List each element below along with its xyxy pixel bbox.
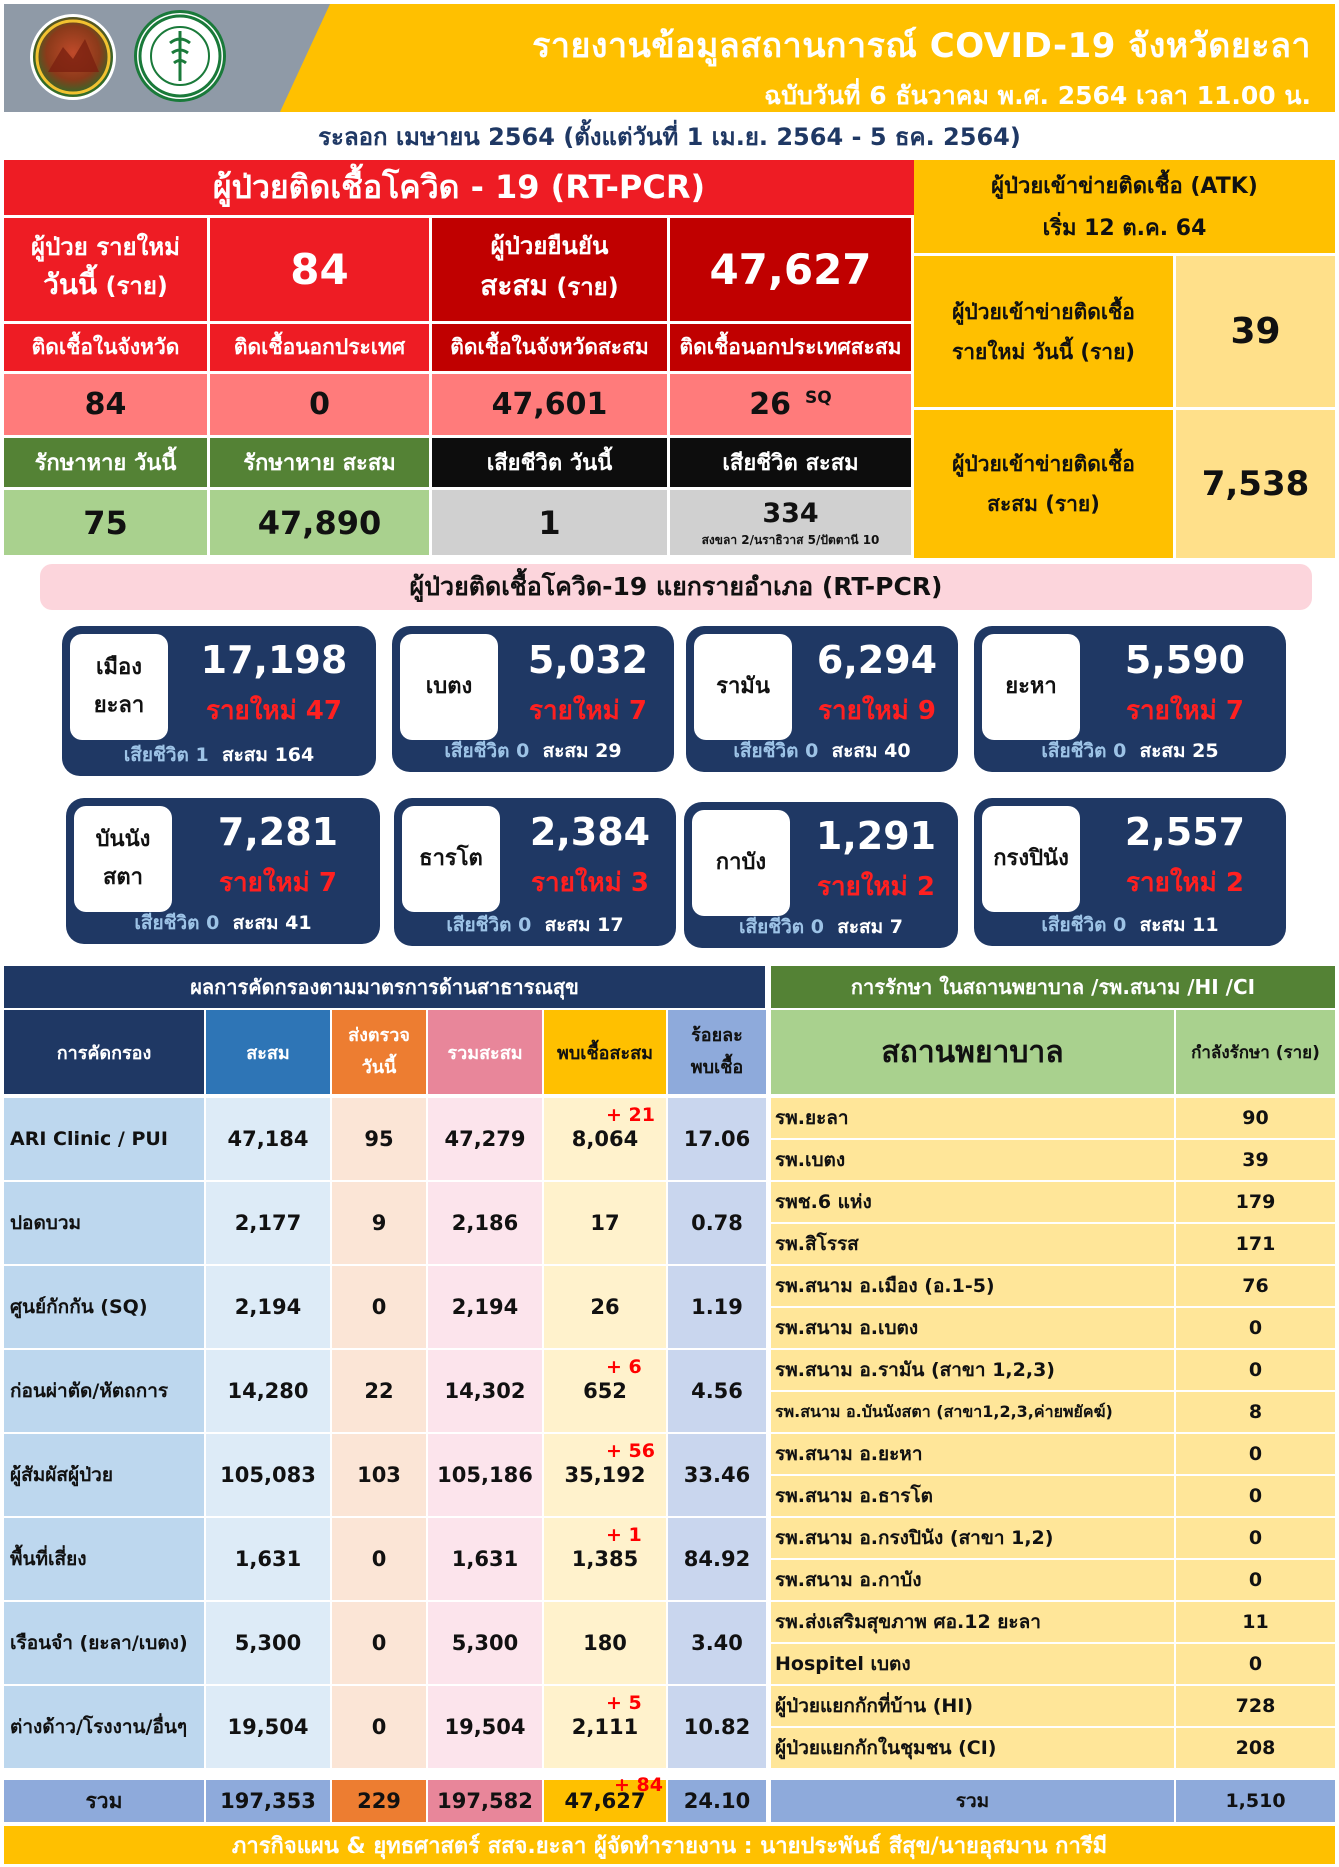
hospitals-header-name: สถานพยาบาล — [771, 1010, 1176, 1096]
screening-found-increase: + 1 — [606, 1524, 642, 1546]
district-deaths: เสียชีวิต 1 สะสม 164 — [123, 744, 315, 766]
screening-cell-total: 47,279 — [428, 1098, 544, 1182]
screening-cell-found: 35,192 — [544, 1434, 668, 1518]
screening-total-name: รวม — [4, 1780, 206, 1824]
hospital-name: ผู้ป่วยแยกกักที่บ้าน (HI) — [771, 1686, 1176, 1728]
screening-cell-pct: 4.56 — [668, 1350, 768, 1434]
district-deaths: เสียชีวิต 0 สะสม 41 — [134, 912, 312, 934]
district-name: กรงปินัง — [982, 806, 1080, 912]
footer-credit: ภารกิจแผน & ยุทธศาสตร์ สสจ.ยะลา ผู้จัดทำรายงาน : นายประพันธ์ สีสุข/นายอุสมาน การีมี — [4, 1826, 1335, 1864]
district-total: 2,557 — [1124, 810, 1246, 854]
hospital-value: 90 — [1176, 1098, 1335, 1140]
district-name: รามัน — [694, 634, 792, 740]
hospital-value: 179 — [1176, 1182, 1335, 1224]
abroad-cum-value: 26 — [749, 387, 792, 422]
screening-total-cum: 197,353 — [206, 1780, 332, 1824]
hospitals-title: การรักษา ในสถานพยาบาล /รพ.สนาม /HI /CI — [771, 966, 1335, 1008]
district-card — [684, 802, 958, 948]
screening-cell-today: 0 — [332, 1518, 428, 1602]
report-date: ฉบับวันที่ 6 ธันวาคม พ.ศ. 2564 เวลา 11.00 น. — [764, 81, 1311, 110]
hospital-name: Hospitel เบตง — [771, 1644, 1176, 1686]
province-seal-logo — [30, 14, 116, 100]
district-new-cases: รายใหม่ 7 — [219, 868, 337, 898]
recovered-today-label: รักษาหาย วันนี้ — [4, 438, 210, 490]
district-deaths: เสียชีวิต 0 สะสม 29 — [444, 740, 622, 762]
hospital-name: รพ.เบตง — [771, 1140, 1176, 1182]
district-card — [66, 798, 380, 944]
screening-header-total: รวมสะสม — [428, 1010, 544, 1096]
screening-cell-cum: 19,504 — [206, 1686, 332, 1770]
rtpcr-title: ผู้ป่วยติดเชื้อโควิด - 19 (RT-PCR) — [4, 160, 914, 218]
district-new-cases: รายใหม่ 7 — [1126, 696, 1244, 726]
screening-cell-today: 0 — [332, 1602, 428, 1686]
screening-total-total: 197,582 — [428, 1780, 544, 1824]
screening-cell-total: 1,631 — [428, 1518, 544, 1602]
hospital-value: 0 — [1176, 1560, 1335, 1602]
hospital-name: รพ.สนาม อ.กาบัง — [771, 1560, 1176, 1602]
hospital-value: 39 — [1176, 1140, 1335, 1182]
district-card — [974, 626, 1286, 772]
ministry-of-public-health-logo — [134, 10, 226, 102]
abroad-cum-note: SQ — [805, 387, 832, 408]
hospital-value: 0 — [1176, 1518, 1335, 1560]
screening-cell-today: 0 — [332, 1686, 428, 1770]
hospital-value: 11 — [1176, 1602, 1335, 1644]
district-new-cases: รายใหม่ 7 — [529, 696, 647, 726]
district-deaths: เสียชีวิต 0 สะสม 7 — [738, 916, 904, 938]
screening-cell-name: ศูนย์กักกัน (SQ) — [4, 1266, 206, 1350]
report-title: รายงานข้อมูลสถานการณ์ COVID-19 จังหวัดยะลา — [532, 26, 1311, 66]
screening-cell-pct: 1.19 — [668, 1266, 768, 1350]
screening-cell-pct: 3.40 — [668, 1602, 768, 1686]
screening-header-today-1: ส่งตรวจ — [348, 1025, 410, 1046]
screening-cell-pct: 84.92 — [668, 1518, 768, 1602]
confirmed-value: 47,627 — [670, 218, 914, 324]
screening-cell-total: 19,504 — [428, 1686, 544, 1770]
atk-new-label-line1: ผู้ป่วยเข้าข่ายติดเชื้อ — [952, 300, 1135, 324]
district-card — [394, 798, 676, 946]
hospital-value: 0 — [1176, 1308, 1335, 1350]
screening-total-increase: + 84 — [614, 1774, 663, 1796]
atk-new-label-line2: รายใหม่ วันนี้ (ราย) — [951, 340, 1135, 364]
confirmed-label — [432, 218, 670, 324]
hospital-name: รพ.ยะลา — [771, 1098, 1176, 1140]
screening-cell-pct: 33.46 — [668, 1434, 768, 1518]
district-total: 5,032 — [527, 638, 649, 682]
district-name: ธารโต — [402, 806, 500, 912]
district-new-cases: รายใหม่ 47 — [205, 696, 342, 726]
district-total: 1,291 — [815, 814, 937, 858]
hospital-name: ผู้ป่วยแยกกักในชุมชน (CI) — [771, 1728, 1176, 1770]
screening-cell-today: 9 — [332, 1182, 428, 1266]
screening-cell-today: 22 — [332, 1350, 428, 1434]
screening-cell-name: พื้นที่เสี่ยง — [4, 1518, 206, 1602]
hospital-value: 0 — [1176, 1350, 1335, 1392]
screening-cell-name: ต่างด้าว/โรงงาน/อื่นๆ — [4, 1686, 206, 1770]
district-deaths: เสียชีวิต 0 สะสม 40 — [733, 740, 911, 762]
screening-cell-total: 2,186 — [428, 1182, 544, 1266]
hospitals-header-value: กำลังรักษา (ราย) — [1176, 1010, 1335, 1096]
screening-cell-pct: 10.82 — [668, 1686, 768, 1770]
screening-cell-found: 1,385 — [544, 1518, 668, 1602]
hospital-value: 0 — [1176, 1434, 1335, 1476]
screening-cell-cum: 105,083 — [206, 1434, 332, 1518]
in-province-cum-label: ติดเชื้อในจังหวัดสะสม — [432, 324, 670, 374]
district-name: กาบัง — [692, 810, 790, 916]
recovered-cum-value: 47,890 — [210, 490, 432, 558]
screening-header-pct — [668, 1010, 768, 1096]
confirmed-label-line2: สะสม (ราย) — [480, 269, 619, 302]
hospital-name: รพ.สนาม อ.ธารโต — [771, 1476, 1176, 1518]
district-total: 6,294 — [816, 638, 938, 682]
screening-cell-name: ปอดบวม — [4, 1182, 206, 1266]
screening-cell-found: 8,064 — [544, 1098, 668, 1182]
screening-cell-found: 17 — [544, 1182, 668, 1266]
district-new-cases: รายใหม่ 3 — [531, 868, 649, 898]
district-total: 5,590 — [1124, 638, 1246, 682]
screening-cell-cum: 47,184 — [206, 1098, 332, 1182]
district-name: เมือง ยะลา — [70, 634, 168, 740]
hospital-value: 208 — [1176, 1728, 1335, 1770]
screening-header-today-2: วันนี้ — [361, 1057, 397, 1078]
screening-cell-found: 652 — [544, 1350, 668, 1434]
hospital-name: รพ.สนาม อ.เบตง — [771, 1308, 1176, 1350]
hospital-value: 0 — [1176, 1644, 1335, 1686]
screening-cell-cum: 2,194 — [206, 1266, 332, 1350]
screening-cell-pct: 17.06 — [668, 1098, 768, 1182]
screening-header-type: การคัดกรอง — [4, 1010, 206, 1096]
district-new-cases: รายใหม่ 2 — [817, 872, 935, 902]
screening-total-today: 229 — [332, 1780, 428, 1824]
screening-found-increase: + 21 — [606, 1104, 655, 1126]
screening-cell-name: ARI Clinic / PUI — [4, 1098, 206, 1182]
screening-cell-name: เรือนจำ (ยะลา/เบตง) — [4, 1602, 206, 1686]
district-name: ยะหา — [982, 634, 1080, 740]
in-province-cum-value: 47,601 — [432, 374, 670, 438]
in-province-value: 84 — [4, 374, 210, 438]
screening-header-pct-2: พบเชื้อ — [690, 1057, 744, 1078]
screening-cell-cum: 14,280 — [206, 1350, 332, 1434]
hospital-name: รพ.สนาม อ.กรงปินัง (สาขา 1,2) — [771, 1518, 1176, 1560]
recovered-today-value: 75 — [4, 490, 210, 558]
hospital-total-label: รวม — [771, 1780, 1176, 1824]
hospital-name: รพ.สนาม อ.เมือง (อ.1-5) — [771, 1266, 1176, 1308]
hospital-value: 8 — [1176, 1392, 1335, 1434]
hospital-name: รพ.สนาม อ.รามัน (สาขา 1,2,3) — [771, 1350, 1176, 1392]
abroad-value: 0 — [210, 374, 432, 438]
deaths-cum-value: 334 — [762, 498, 819, 529]
screening-found-increase: + 56 — [606, 1440, 655, 1462]
recovered-cum-label: รักษาหาย สะสม — [210, 438, 432, 490]
new-today-label-line1: ผู้ป่วย รายใหม่ — [31, 233, 180, 261]
district-card — [974, 798, 1286, 946]
screening-cell-found: 180 — [544, 1602, 668, 1686]
atk-cum-label — [914, 410, 1176, 558]
districts-title: ผู้ป่วยติดเชื้อโควิด-19 แยกรายอำเภอ (RT-PCR) — [40, 564, 1312, 610]
screening-cell-total: 105,186 — [428, 1434, 544, 1518]
district-card — [392, 626, 674, 772]
hospital-value: 0 — [1176, 1476, 1335, 1518]
screening-cell-total: 5,300 — [428, 1602, 544, 1686]
screening-title: ผลการคัดกรองตามมาตรการด้านสาธารณสุข — [4, 966, 768, 1008]
hospital-value: 76 — [1176, 1266, 1335, 1308]
new-today-value: 84 — [210, 218, 432, 324]
abroad-label: ติดเชื้อนอกประเทศ — [210, 324, 432, 374]
screening-cell-found: 26 — [544, 1266, 668, 1350]
screening-header-today — [332, 1010, 428, 1096]
screening-cell-name: ก่อนผ่าตัด/หัตถการ — [4, 1350, 206, 1434]
abroad-cum-cell — [670, 374, 914, 438]
screening-header-cum: สะสม — [206, 1010, 332, 1096]
hospital-value: 171 — [1176, 1224, 1335, 1266]
atk-new-label — [914, 256, 1176, 410]
hospital-name: รพช.6 แห่ง — [771, 1182, 1176, 1224]
screening-cell-today: 0 — [332, 1266, 428, 1350]
atk-cum-label-line1: ผู้ป่วยเข้าข่ายติดเชื้อ — [952, 452, 1135, 476]
hospital-name: รพ.สนาม อ.ยะหา — [771, 1434, 1176, 1476]
district-new-cases: รายใหม่ 9 — [818, 696, 936, 726]
screening-found-increase: + 5 — [606, 1692, 642, 1714]
hospital-name: รพ.สิโรรส — [771, 1224, 1176, 1266]
district-total: 2,384 — [529, 810, 651, 854]
screening-header-found: พบเชื้อสะสม — [544, 1010, 668, 1096]
district-card — [62, 626, 376, 776]
new-today-label — [4, 218, 210, 324]
screening-cell-cum: 2,177 — [206, 1182, 332, 1266]
atk-cum-value: 7,538 — [1176, 410, 1335, 558]
screening-found-increase: + 6 — [606, 1356, 642, 1378]
new-today-label-line2: วันนี้ (ราย) — [43, 268, 168, 301]
atk-title-line1: ผู้ป่วยเข้าข่ายติดเชื้อ (ATK) — [991, 174, 1258, 199]
district-deaths: เสียชีวิต 0 สะสม 25 — [1041, 740, 1219, 762]
atk-title-line2: เริ่ม 12 ต.ค. 64 — [1042, 216, 1207, 241]
hospital-value: 728 — [1176, 1686, 1335, 1728]
in-province-label: ติดเชื้อในจังหวัด — [4, 324, 210, 374]
atk-new-value: 39 — [1176, 256, 1335, 410]
deaths-cum-note: สงขลา 2/นราธิวาส 5/ปัตตานี 10 — [701, 533, 880, 547]
abroad-cum-label: ติดเชื้อนอกประเทศสะสม — [670, 324, 914, 374]
district-deaths: เสียชีวิต 0 สะสม 17 — [446, 914, 624, 936]
screening-cell-cum: 5,300 — [206, 1602, 332, 1686]
deaths-cum-cell — [670, 490, 914, 558]
screening-cell-found: 2,111 — [544, 1686, 668, 1770]
district-name: เบตง — [400, 634, 498, 740]
screening-header-pct-1: ร้อยละ — [691, 1025, 743, 1046]
deaths-today-label: เสียชีวิต วันนี้ — [432, 438, 670, 490]
district-total: 7,281 — [217, 810, 339, 854]
hospital-name: รพ.สนาม อ.บันนังสตา (สาขา1,2,3,ค่ายพยัคฆ์) — [771, 1392, 1176, 1434]
screening-cell-name: ผู้สัมผัสผู้ป่วย — [4, 1434, 206, 1518]
atk-title — [914, 160, 1335, 256]
district-new-cases: รายใหม่ 2 — [1126, 868, 1244, 898]
screening-cell-total: 2,194 — [428, 1266, 544, 1350]
district-deaths: เสียชีวิต 0 สะสม 11 — [1041, 914, 1219, 936]
atk-cum-label-line2: สะสม (ราย) — [987, 492, 1100, 516]
screening-total-pct: 24.10 — [668, 1780, 768, 1824]
deaths-cum-label: เสียชีวิต สะสม — [670, 438, 914, 490]
hospital-total-value: 1,510 — [1176, 1780, 1335, 1824]
deaths-today-value: 1 — [432, 490, 670, 558]
screening-cell-total: 14,302 — [428, 1350, 544, 1434]
screening-cell-pct: 0.78 — [668, 1182, 768, 1266]
confirmed-label-line1: ผู้ป่วยยืนยัน — [490, 232, 609, 260]
district-total: 17,198 — [200, 638, 348, 682]
screening-cell-today: 95 — [332, 1098, 428, 1182]
district-name: บันนัง สตา — [74, 806, 172, 912]
hospital-name: รพ.ส่งเสริมสุขภาพ ศอ.12 ยะลา — [771, 1602, 1176, 1644]
screening-total-found: 47,627 — [544, 1780, 668, 1824]
screening-cell-today: 103 — [332, 1434, 428, 1518]
report-period: ระลอก เมษายน 2564 (ตั้งแต่วันที่ 1 เม.ย. 2564 - 5 ธค. 2564) — [318, 122, 1021, 151]
district-card — [686, 626, 958, 772]
screening-cell-cum: 1,631 — [206, 1518, 332, 1602]
